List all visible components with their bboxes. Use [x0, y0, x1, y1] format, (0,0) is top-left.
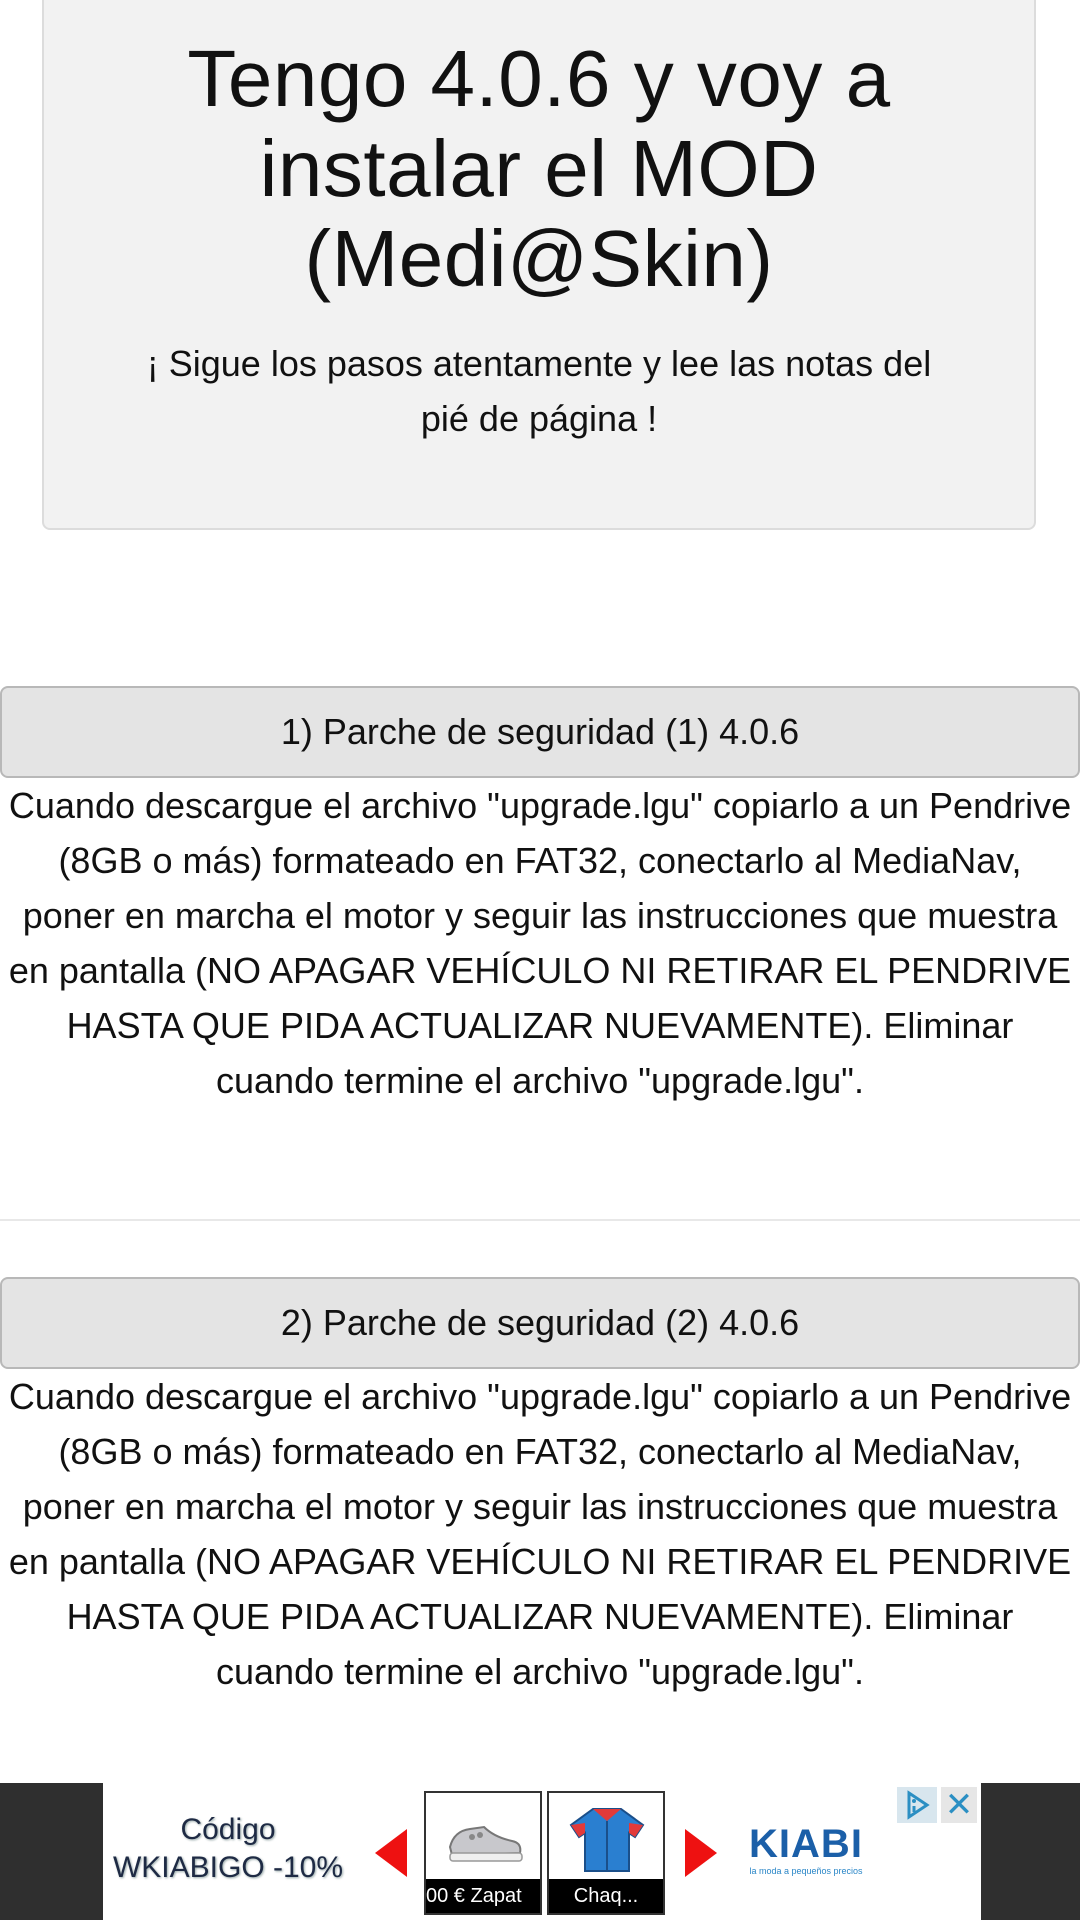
section-2-toggle-button[interactable]: 2) Parche de seguridad (2) 4.0.6	[0, 1277, 1080, 1369]
jacket-icon	[563, 1803, 651, 1873]
ad-product-caption: Chaq...	[549, 1879, 663, 1913]
brand-tagline: la moda a pequeños precios	[749, 1866, 863, 1876]
section-1-toggle-button[interactable]: 1) Parche de seguridad (1) 4.0.6	[0, 686, 1080, 778]
ad-choices-icon[interactable]	[897, 1787, 937, 1823]
sneaker-icon	[440, 1803, 528, 1873]
section-divider	[0, 1219, 1080, 1221]
ad-promo-line-2: WKIABIGO -10%	[112, 1851, 344, 1884]
page-subtitle: ¡ Sigue los pasos atentamente y lee las notas del pié de página !	[146, 343, 932, 439]
ad-close-icon[interactable]: ✕	[941, 1787, 977, 1823]
hero-banner	[42, 0, 1036, 530]
carousel-prev-arrow-icon[interactable]	[375, 1829, 407, 1877]
ad-promo-code[interactable]	[103, 1811, 353, 1887]
ad-promo-line-1: Código	[180, 1813, 276, 1846]
brand-name: KIABI	[749, 1822, 863, 1866]
ad-product-caption: 00 € Zapat	[426, 1879, 540, 1913]
ad-product-tile-jacket[interactable]	[547, 1791, 665, 1915]
section-2-body: Cuando descargue el archivo "upgrade.lgu" copiarlo a un Pendrive (8GB o más) formateado en FAT32, conectarlo al MediaNav, poner en marcha el motor y seguir las instrucciones que muestra en pantalla (NO APAGAR VEHÍCULO NI RETIRAR EL PENDRIVE HASTA QUE PIDA ACTUALIZAR NUEVAMENTE). Eliminar cuando termine el archivo "upgrade.lgu".	[8, 1376, 1072, 1692]
section-1-body: Cuando descargue el archivo "upgrade.lgu" copiarlo a un Pendrive (8GB o más) formateado en FAT32, conectarlo al MediaNav, poner en marcha el motor y seguir las instrucciones que muestra en pantalla (NO APAGAR VEHÍCULO NI RETIRAR EL PENDRIVE HASTA QUE PIDA ACTUALIZAR NUEVAMENTE). Eliminar cuando termine el archivo "upgrade.lgu".	[8, 785, 1072, 1101]
ad-product-tile-shoes[interactable]	[424, 1791, 542, 1915]
kiabi-logo[interactable]	[741, 1823, 871, 1877]
carousel-next-arrow-icon[interactable]	[685, 1829, 717, 1877]
ad-banner[interactable]	[103, 1783, 981, 1920]
adchoices-triangle-icon	[897, 1787, 937, 1823]
ad-bar	[0, 1783, 1080, 1920]
page-title: Tengo 4.0.6 y voy a instalar el MOD (Medi@Skin)	[187, 34, 891, 303]
